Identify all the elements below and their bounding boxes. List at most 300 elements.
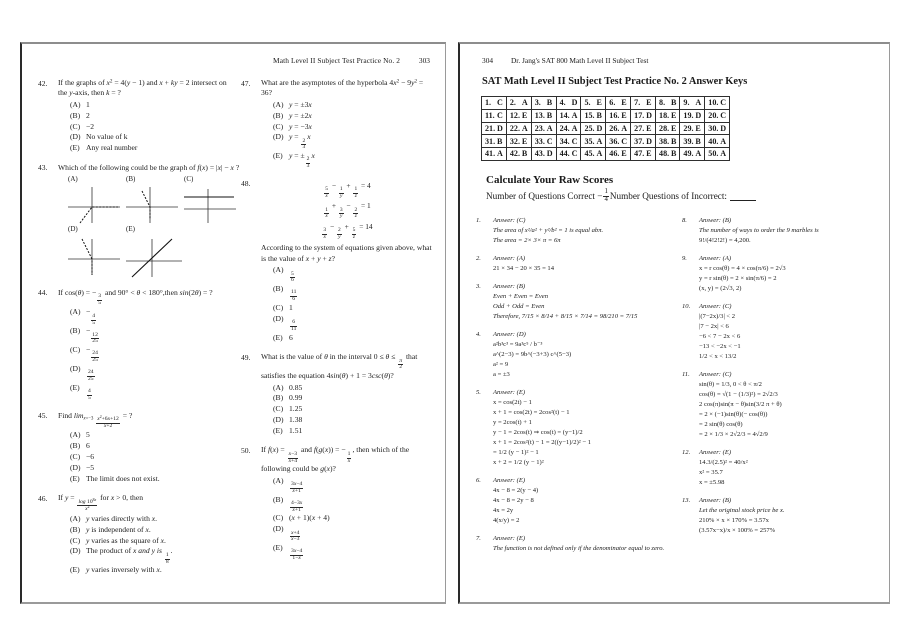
choice-c[interactable]	[273, 513, 433, 524]
solution-line: x + 1 = cos(2t) = 2cos²(t) − 1	[493, 409, 570, 417]
answer-key-letter: E	[521, 136, 528, 146]
answer-key-number: 33.	[534, 136, 545, 146]
answer-key-letter: A	[497, 149, 503, 159]
graph-label: (C)	[184, 175, 194, 184]
choice-text: −6	[86, 451, 95, 461]
answer-key-letter: A	[596, 149, 603, 159]
choice-b[interactable]	[70, 111, 230, 122]
answer-key-letter: B	[671, 149, 677, 159]
solution-body	[493, 330, 672, 380]
answer-key-letter: E	[621, 98, 627, 108]
choice-a[interactable]	[273, 100, 433, 111]
choice-c[interactable]	[70, 122, 230, 133]
solution-line: 9!/(4!2!2!) = 4,200.	[699, 237, 751, 245]
graph-d-plot	[66, 235, 122, 279]
choice-e[interactable]	[70, 143, 230, 154]
answer-key-number: 40.	[708, 136, 719, 146]
answer-key-letter: D	[695, 110, 702, 120]
solution-line: 4(x/y) = 2	[493, 517, 520, 525]
choice-d[interactable]	[70, 546, 230, 565]
solution-body	[493, 254, 672, 274]
choice-label: (C)	[70, 535, 81, 545]
solution-line: x² = 35.7	[699, 469, 723, 477]
choice-text: y is independent of x.	[86, 524, 151, 534]
answer-key-number: 34.	[559, 136, 570, 146]
choice-text: No value of k	[86, 132, 128, 142]
answer-key-cell	[506, 135, 531, 148]
choice-label: (D)	[70, 363, 81, 373]
solution-number: 7.	[476, 534, 481, 542]
graph-label: (A)	[68, 175, 78, 184]
choice-b[interactable]	[273, 393, 433, 404]
solution-answer: Answer: (B)	[699, 217, 732, 224]
answer-key-letter: E	[671, 123, 677, 133]
choice-b[interactable]	[70, 525, 230, 536]
choice-label: (A)	[70, 99, 81, 109]
choice-label: (A)	[70, 307, 81, 317]
answer-key-letter: C	[571, 149, 578, 159]
answer-key-cell	[581, 122, 606, 135]
graph-label: (B)	[126, 175, 136, 184]
choice-c[interactable]	[70, 536, 230, 547]
solution-answer: Answer: (A)	[493, 255, 526, 263]
choice-label: (C)	[70, 451, 81, 461]
choice-text: −2	[86, 121, 95, 131]
solution-item	[682, 448, 878, 488]
question-stem: If the graphs of $x^2 = 4(y - 1)$ and x + ky = 2 intersect on the y-axis, then k = ?	[58, 78, 227, 98]
question-column-left	[38, 78, 240, 585]
solution-line: 4x = 2y	[493, 507, 514, 515]
choice-e[interactable]	[70, 474, 230, 485]
answer-key-number: 5.	[584, 98, 591, 108]
answer-key-letter: A	[596, 136, 603, 146]
graph-choice-b[interactable]	[124, 175, 182, 225]
solution-line: 14.3/(2.5)² = 40/x²	[699, 459, 748, 467]
choice-text: y = −3x	[289, 121, 312, 131]
solution-item	[682, 302, 878, 362]
choice-text: $\frac{5}{6}$	[291, 270, 294, 284]
solution-answer: Answer: (E)	[699, 449, 732, 457]
answer-key-letter: A	[695, 98, 702, 108]
choice-label: (D)	[273, 313, 284, 323]
answer-key-cell	[581, 148, 606, 161]
choice-list	[261, 383, 433, 437]
choice-label: (C)	[70, 345, 81, 355]
choice-list	[58, 307, 230, 401]
answer-key-cell	[680, 97, 705, 110]
answer-key-number: 37.	[634, 136, 645, 146]
choice-label: (A)	[70, 430, 81, 440]
question-number: 44.	[38, 288, 48, 298]
choice-d[interactable]	[273, 415, 433, 426]
graph-e-plot	[124, 235, 186, 279]
choice-text: 6	[289, 332, 293, 342]
answer-key-cell	[531, 148, 556, 161]
solution-line: 4x − 8 = 2y − 8	[493, 497, 534, 505]
choice-text: y = ±3x	[289, 99, 312, 109]
question-stem: What are the asymptotes of the hyperbola $4x^2 - 9y^2 = 36$?	[261, 78, 424, 98]
solution-line: cos(θ) = √(1 − (1/3)²) = 2√2/3	[699, 391, 778, 399]
question-45	[38, 411, 230, 485]
answer-key-letter: E	[646, 149, 652, 159]
choice-b[interactable]	[273, 111, 433, 122]
choice-c[interactable]	[273, 404, 433, 415]
choice-d[interactable]	[70, 364, 230, 383]
choice-list	[58, 430, 230, 484]
choice-text: − $\frac{4}{5}$	[86, 307, 96, 326]
question-50	[241, 445, 433, 561]
question-stem: According to the system of equations given above, what is the value of x + y + z?	[261, 243, 432, 263]
solution-line: x + 2 = 1/2 (y − 1)²	[493, 459, 544, 467]
choice-c[interactable]	[273, 303, 433, 314]
solution-number: 12.	[682, 448, 691, 456]
solution-columns	[476, 216, 880, 562]
answer-key-cell	[631, 135, 656, 148]
question-stem: If f(x) = $\frac{x-3}{x+4}$ and f(g(x)) = − $\frac{1}{x}$ , then which of the following could be g(x)?	[261, 445, 410, 474]
answer-key-cell	[556, 148, 581, 161]
choice-e[interactable]	[273, 151, 433, 170]
answer-key-number: 11.	[485, 110, 495, 120]
answer-key-number: 9.	[683, 98, 690, 108]
choice-label: (A)	[273, 265, 284, 275]
answer-key-number: 2.	[509, 98, 516, 108]
answer-key-letter: E	[621, 110, 627, 120]
question-44	[38, 288, 230, 402]
solution-item	[476, 476, 672, 526]
solution-line: (3.57x−x)/x × 100% = 257%	[699, 527, 776, 535]
solution-line: 210% × x × 170% = 3.57x	[699, 517, 769, 525]
choice-e[interactable]	[70, 565, 230, 576]
answer-key-letter: D	[646, 110, 653, 120]
choice-a[interactable]	[70, 514, 230, 525]
answer-key-number: 38.	[659, 136, 670, 146]
solution-answer: Answer: (C)	[493, 217, 526, 224]
choice-text: Any real number	[86, 143, 138, 153]
graph-choice-e[interactable]	[124, 225, 182, 279]
solution-number: 9.	[682, 254, 687, 262]
choice-text: y varies directly with x.	[86, 514, 158, 524]
answer-key-number: 46.	[609, 149, 620, 159]
choice-a[interactable]	[70, 430, 230, 441]
solution-line: = 2 sin(θ) cos(θ)	[699, 421, 743, 429]
answer-key-cell	[506, 148, 531, 161]
solution-answer: Answer: (E)	[493, 477, 526, 485]
solution-line: a² = 9	[493, 361, 509, 369]
answer-key-letter: D	[571, 98, 578, 108]
choice-text: $\frac{4-3x}{x+1}$	[291, 499, 303, 513]
choice-d[interactable]	[273, 524, 433, 543]
answer-key-cell	[680, 109, 705, 122]
formula-pre: Number of Questions Correct −	[486, 191, 603, 202]
choice-label: (C)	[273, 404, 284, 414]
choice-d[interactable]	[273, 132, 433, 151]
choice-label: (B)	[70, 524, 81, 534]
answer-key-letter: B	[671, 98, 677, 108]
answer-key-number: 1.	[485, 98, 492, 108]
right-running-head	[482, 56, 648, 65]
solution-line: x + 1 = 2cos²(t) − 1 = 2((y−1)/2)² − 1	[493, 439, 592, 447]
answer-key-row	[482, 122, 730, 135]
choice-text: $\frac{3x-4}{1-x}$	[291, 548, 303, 562]
answer-key-number: 45.	[584, 149, 595, 159]
answer-key-number: 7.	[634, 98, 641, 108]
choice-b[interactable]	[273, 495, 433, 514]
answer-key-number: 42.	[509, 149, 520, 159]
answer-key-cell	[656, 97, 680, 110]
choice-text: The product of x and y is $\frac{1}{8}$ .	[86, 546, 173, 565]
formula-post: Number Questions of Incorrect:	[609, 191, 727, 202]
solution-line: |7 − 2x| < 6	[699, 323, 729, 331]
answer-key-number: 21.	[485, 123, 496, 133]
choice-c[interactable]	[70, 452, 230, 463]
solution-answer: Answer: (C)	[699, 303, 732, 311]
answer-key-letter: E	[646, 98, 652, 108]
choice-label: (C)	[70, 121, 81, 131]
choice-a[interactable]	[273, 476, 433, 495]
answer-key-letter: A	[521, 123, 528, 133]
solution-body	[699, 496, 878, 536]
answer-key-letter: B	[695, 136, 701, 146]
solution-number: 5.	[476, 388, 481, 396]
choice-b[interactable]	[70, 441, 230, 452]
question-number: 50.	[241, 445, 251, 455]
question-47	[241, 78, 433, 170]
answer-key-letter: D	[497, 123, 503, 133]
solution-number: 3.	[476, 282, 481, 290]
solution-line: 4x − 8 = 2(y − 4)	[493, 487, 539, 495]
answer-key-letter: D	[646, 136, 653, 146]
right-page-number: 304	[482, 56, 494, 65]
answer-key-number: 35.	[584, 136, 595, 146]
answer-key-number: 31.	[485, 136, 496, 146]
answer-key-number: 30.	[708, 123, 719, 133]
choice-label: (E)	[70, 382, 80, 392]
choice-text: y = ±2x	[289, 110, 312, 120]
graph-choice-c[interactable]	[182, 175, 240, 225]
solution-line: (x, y) = (2√3, 2)	[699, 285, 742, 293]
choice-b[interactable]	[70, 326, 230, 345]
answer-key-letter: A	[621, 123, 628, 133]
answer-key-cell	[680, 148, 705, 161]
raw-scores-formula	[486, 189, 756, 204]
solution-line: 21 × 34 − 20 × 35 = 14	[493, 265, 555, 273]
choice-label: (B)	[70, 110, 81, 120]
answer-key-number: 39.	[683, 136, 694, 146]
choice-label: (B)	[70, 441, 81, 451]
answer-key-number: 50.	[708, 149, 719, 159]
answer-key-table	[481, 96, 730, 161]
choice-label: (B)	[273, 284, 284, 294]
answer-key-row	[482, 97, 730, 110]
graph-label: (D)	[68, 224, 78, 233]
raw-scores-heading: Calculate Your Raw Scores	[486, 174, 614, 186]
question-46	[38, 493, 230, 576]
answer-key-letter: D	[596, 123, 603, 133]
solution-number: 4.	[476, 330, 481, 338]
choice-text: y varies inversely with x.	[86, 565, 162, 575]
answer-key-number: 20.	[708, 110, 719, 120]
solution-item	[682, 254, 878, 294]
answer-key-cell	[680, 135, 705, 148]
solution-line: 1/2 < x < 13/2	[699, 353, 737, 361]
graph-label: (E)	[126, 224, 135, 233]
left-running-head	[273, 56, 430, 65]
question-number: 49.	[241, 352, 251, 362]
answer-key-letter: B	[497, 136, 503, 146]
choice-d[interactable]	[273, 314, 433, 333]
right-running-title: Dr. Jang's SAT 800 Math Level II Subject Test	[510, 56, 649, 65]
answer-key-number: 8.	[659, 98, 666, 108]
solution-answer: Answer: (C)	[699, 371, 732, 379]
answer-key-cell	[531, 97, 556, 110]
question-number: 42.	[38, 78, 48, 88]
solution-number: 13.	[682, 496, 691, 504]
answer-key-letter: B	[596, 110, 602, 120]
choice-label: (E)	[273, 543, 283, 553]
answer-key-number: 29.	[683, 123, 694, 133]
score-blank-field[interactable]	[730, 192, 756, 201]
choice-list	[261, 265, 433, 343]
left-running-title: Math Level II Subject Test Practice No. 2	[273, 56, 401, 65]
answer-key-cell	[531, 122, 556, 135]
answer-key-number: 43.	[534, 149, 545, 159]
question-number: 45.	[38, 411, 48, 421]
choice-text: The limit does not exist.	[86, 473, 160, 483]
choice-label: (B)	[273, 494, 284, 504]
choice-label: (D)	[70, 546, 81, 556]
choice-label: (E)	[273, 332, 283, 342]
answer-key-cell	[656, 135, 680, 148]
solution-line: y = 2cos(t) + 1	[493, 419, 532, 427]
answer-key-letter: E	[521, 110, 528, 120]
choice-label: (E)	[273, 425, 283, 435]
answer-keys-title: SAT Math Level II Subject Test Practice No. 2 Answer Keys	[482, 76, 748, 87]
answer-key-letter: E	[695, 123, 701, 133]
graph-choice-d[interactable]	[66, 225, 124, 279]
choice-e[interactable]	[273, 333, 433, 344]
choice-e[interactable]	[273, 543, 433, 562]
choice-e[interactable]	[273, 426, 433, 437]
choice-c[interactable]	[70, 345, 230, 364]
choice-b[interactable]	[273, 284, 433, 303]
fraction-numerator: 1	[604, 188, 608, 195]
choice-text: $\frac{24}{25}$	[88, 369, 94, 383]
solution-line: x = cos(2t) − 1	[493, 399, 532, 407]
solution-line: Let the original stock price be x.	[699, 507, 785, 515]
raw-scores-section	[486, 174, 756, 204]
solution-number: 11.	[682, 370, 690, 378]
answer-key-cell	[556, 135, 581, 148]
question-stem: What is the value of θ in the interval 0 ≤ θ ≤ $\frac{\pi}{2}$ that satisfies the equation 4sin(θ) + 1 = 3csc(θ)?	[261, 352, 418, 381]
answer-key-letter: A	[546, 123, 553, 133]
choice-label: (D)	[273, 132, 284, 142]
left-page-number: 303	[418, 56, 430, 65]
solution-item	[682, 496, 878, 536]
choice-label: (B)	[70, 326, 81, 336]
solution-answer: Answer: (B)	[699, 497, 732, 505]
answer-key-cell	[656, 109, 680, 122]
answer-key-cell	[482, 109, 507, 122]
choice-label: (B)	[273, 110, 284, 120]
answer-key-cell	[531, 135, 556, 148]
choice-label: (E)	[70, 143, 80, 153]
answer-key-cell	[556, 97, 581, 110]
solution-line: y − 1 = 2cos(t) ⇒ cos(t) = (y−1)/2	[493, 429, 583, 437]
answer-key-letter: C	[497, 110, 503, 120]
answer-key-letter: A	[720, 149, 727, 159]
choice-d[interactable]	[70, 132, 230, 143]
choice-label: (D)	[70, 462, 81, 472]
choice-text: $\frac{11}{6}$	[291, 289, 297, 303]
solution-number: 1.	[476, 216, 481, 224]
choice-label: (D)	[273, 524, 284, 534]
choice-a[interactable]	[273, 383, 433, 394]
answer-key-letter: D	[720, 123, 727, 133]
solution-item	[476, 534, 672, 554]
answer-key-number: 32.	[509, 136, 520, 146]
answer-key-cell	[506, 109, 531, 122]
answer-key-letter: A	[571, 110, 578, 120]
choice-c[interactable]	[273, 122, 433, 133]
solution-line: The area of x²/a² + y²/b² = 1 is equal abπ.	[493, 227, 604, 235]
answer-key-cell	[656, 122, 680, 135]
choice-d[interactable]	[70, 463, 230, 474]
graph-b-plot	[124, 185, 180, 225]
choice-text: $\frac{x+4}{x-3}$	[291, 529, 300, 543]
choice-text: 2	[86, 110, 90, 120]
equation-line-3: $\frac{3}{x}$ − $\frac{2}{y}$ + $\frac{5}{z}$ = 14	[323, 221, 373, 240]
solution-line: The area = 2× 3× π = 6π	[493, 237, 561, 245]
answer-key-number: 3.	[534, 98, 541, 108]
answer-key-number: 26.	[609, 123, 620, 133]
answer-key-cell	[556, 122, 581, 135]
choice-label: (E)	[70, 565, 80, 575]
answer-key-cell	[531, 109, 556, 122]
answer-key-cell	[705, 97, 730, 110]
choice-label: (D)	[273, 414, 284, 424]
choice-text: 0.99	[289, 393, 303, 403]
one-fourth-fraction	[603, 189, 608, 204]
answer-key-cell	[606, 122, 631, 135]
choice-list	[261, 476, 433, 562]
answer-key-letter: E	[596, 98, 602, 108]
solution-body	[699, 370, 878, 440]
answer-key-cell	[606, 97, 631, 110]
answer-key-number: 14.	[559, 110, 570, 120]
choice-label: (D)	[70, 132, 81, 142]
answer-key-letter: C	[720, 110, 727, 120]
choice-a[interactable]	[70, 307, 230, 326]
answer-key-letter: A	[521, 98, 528, 108]
graph-choice-a[interactable]	[66, 175, 124, 225]
solution-line: x = r cos(θ) = 4 × cos(π/6) = 2√3	[699, 265, 786, 273]
equation-system	[261, 179, 433, 240]
answer-key-cell	[482, 97, 507, 110]
choice-a[interactable]	[273, 265, 433, 284]
choice-e[interactable]	[70, 383, 230, 402]
graph-choice-figures	[66, 175, 240, 278]
answer-key-number: 18.	[659, 110, 670, 120]
answer-key-cell	[482, 122, 507, 135]
choice-a[interactable]	[70, 100, 230, 111]
choice-text: 5	[86, 430, 90, 440]
answer-key-cell	[482, 135, 507, 148]
answer-key-number: 13.	[534, 110, 545, 120]
answer-key-number: 41.	[485, 149, 496, 159]
graph-a-plot	[66, 185, 122, 225]
solution-line: y = r sin(θ) = 2 × sin(π/6) = 2	[699, 275, 777, 283]
answer-key-letter: A	[720, 136, 727, 146]
